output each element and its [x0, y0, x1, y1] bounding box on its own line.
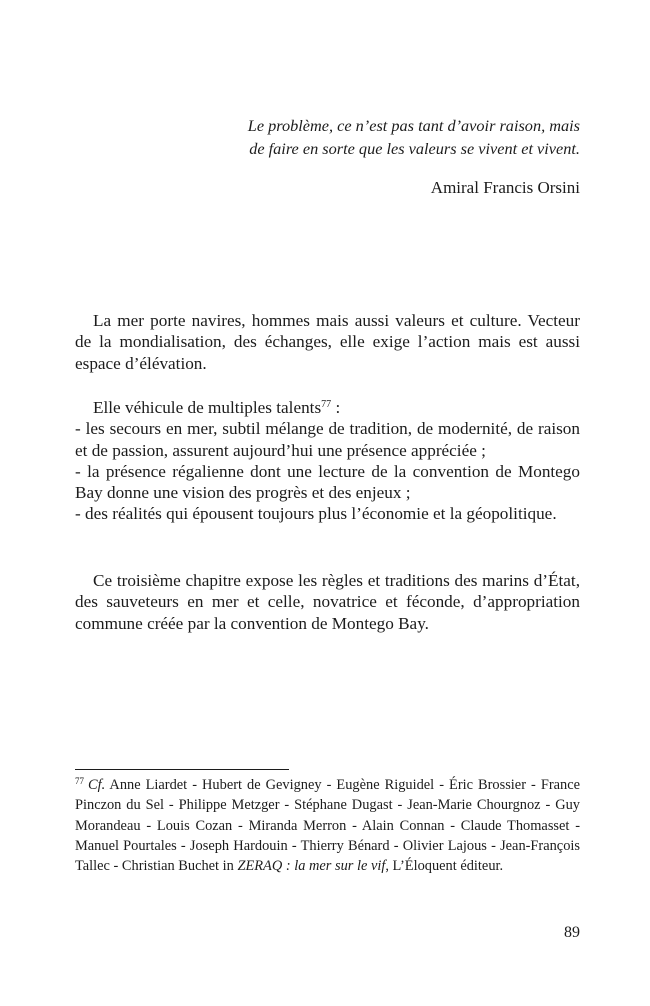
paragraph-2-intro	[75, 397, 580, 418]
footnote-number: 77	[75, 776, 84, 786]
footnote-reference[interactable]: 77	[321, 399, 332, 410]
footnote-book-title: ZERAQ : la mer sur le vif	[237, 858, 386, 875]
epigraph-quote	[230, 114, 580, 160]
list-item: - les secours en mer, subtil mélange de tradition, de modernité, de raison et de passion, assurent aujourd’hui une présence appréciée ;	[75, 419, 580, 460]
list-item: - des réalités qui épousent toujours plus l’économie et la géopolitique.	[75, 504, 557, 524]
page-number: 89	[564, 924, 580, 941]
paragraph-2	[75, 397, 580, 525]
paragraph-2-colon: :	[331, 398, 341, 417]
footnote-separator	[75, 769, 289, 770]
epigraph-author: Amiral Francis Orsini	[430, 178, 580, 197]
footnote-cf: Cf.	[88, 777, 106, 793]
epigraph-line-2: de faire en sorte que les valeurs se vivent et vivent.	[249, 139, 580, 158]
list-item: - la présence régalienne dont une lecture de la convention de Montego Bay donne une vision des progrès et des enjeux ;	[75, 461, 580, 503]
epigraph-line-1: Le problème, ce n’est pas tant d’avoir raison, mais	[247, 116, 580, 135]
paragraph-3: Ce troisième chapitre expose les règles et traditions des marins d’État, des sauveteurs en mer et celle, novatrice et féconde, d’appropriation commune créée par la convention de Montego Bay.	[75, 571, 580, 633]
footnote	[75, 775, 580, 876]
footnote-names: Anne Liardet - Hubert de Gevigney - Eugène Riguidel - Éric Brossier - France Pinczon du Sel - Philippe Metzger - Stéphane Dugast - Jean-Marie Chourgnoz - Guy Morandeau - Louis Cozan - Miranda Merron - Alain Connan - Claude Thomasset - Manuel Pourtales - Joseph Hardouin - Thierry Bénard - Olivier Lajous - Jean-François Tallec - Christian Buchet in	[75, 777, 580, 875]
footnote-publisher: , L’Éloquent éditeur.	[385, 858, 504, 875]
paragraph-2-intro-text: Elle véhicule de multiples talents	[93, 398, 322, 417]
paragraph-1: La mer porte navires, hommes mais aussi valeurs et culture. Vecteur de la mondialisation, des échanges, elle exige l’action mais est aussi espace d’élévation.	[75, 311, 580, 373]
